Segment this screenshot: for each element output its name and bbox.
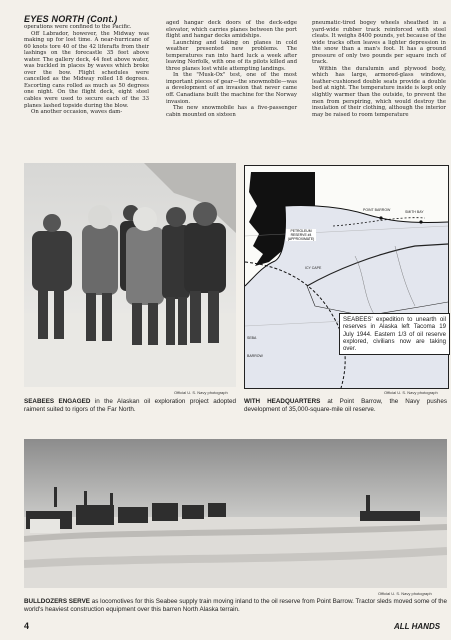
col2-paragraph: Launching and taking on planes in cold weather presented new problems. The temperatures ran into hard luck a week after leaving Norfolk, with one of its pilots killed and three planes lost while attempting landings. [166,39,297,72]
photo2-caption [24,598,447,614]
photo1-caption-lead: SEABEES ENGAGED [24,398,91,405]
photo2-caption-text: as locomotives for this Seabee supply train moving inland to the oil reserve from Point Barrow. Tractor sleds moved some of the world's heaviest construction equipment over this barren North Alaska terrain. [24,598,448,613]
col2-paragraph: aged hangar deck doors of the deck-edge elevator, which carries planes between the port flight and hangar decks amidships. [166,20,297,40]
col3-paragraph: Within the duralumin and plywood body, which has large, armored-glass windows, leather-cushioned double seats provide a double bed at night. The temperature inside is kept only slightly warmer than the outside, to prevent the men from perspiring, which would destroy the insulation of their clothing, although the interior may be raised to room temperature [312,65,446,118]
seabees-group-illustration [24,163,236,387]
col1-paragraph: Off Labrador, however, the Midway was making up for lost time. A near-hurricane of 60 knots tore 40 of the 42 liferafts from their lashings on the forecastle 35 feet above water. The gallery deck, 44 feet above water, was buckled in places by waves which broke over the bow. Flight schedules were cancelled as the Midway rolled 18 degrees. Escorting cans rolled as much as 50 degrees one night. On the flight deck, eight steel cables were used to secure each of the 33 planes lashed topside during the blow. [24,30,149,109]
body-column-3 [312,20,446,118]
col3-paragraph: pneumatic-tired bogey wheels sheathed in a yard-wide rubber track reinforced with steel cleats. It weighs 8400 pounds, yet because of the wide tracks often leaves a lighter depression in the snow than a man's foot. It has a ground pressure of only two pounds per square inch of track. [312,20,446,66]
photo1-credit: Official U. S. Navy photograph [174,390,228,395]
col1-paragraph: operations were confined to the Pacific. [24,24,132,30]
map-caption [244,398,447,414]
photo1-caption-text: in the Alaskan oil exploration project adopted raiment suited to rigors of the Far North. [24,398,236,413]
article-kicker: EYES NORTH (Cont.) [24,14,118,24]
photo2-caption-lead: BULLDOZERS SERVE [24,598,91,605]
col1-paragraph: On another occasion, waves dam- [31,109,123,116]
supply-train-photo [24,439,447,588]
map-label-point-barrow: POINT BARROW [363,208,391,212]
photo1-caption [24,398,236,414]
map-label-barrow: BARROW [247,354,263,358]
photo2-credit: Official U. S. Navy photograph [378,591,432,596]
map-caption-text: at Point Barrow, the Navy pushes development of 35,000-square-mile oil reserve. [244,398,448,413]
map-label-icy-cape: ICY CAPE [305,266,322,270]
page-number: 4 [24,621,30,631]
col2-paragraph: In the "Musk-Ox" test, one of the most important pieces of gear—the snowmobile—was a development of an invasion that never came off. Canadians built the machine for the Norway invasion. [166,72,297,105]
body-column-1 [24,24,149,116]
supply-train-illustration [24,439,447,588]
body-column-2 [166,20,297,118]
map-label-seba: SEBA [247,336,257,340]
map-expedition-note: SEABEES' expedition to unearth oil reserves in Alaska left Tacoma 19 July 1944. Eastern 1/3 of oil reserve explored, civilians now are taking over. [339,313,450,355]
map-caption-lead: WITH HEADQUARTERS [244,398,321,405]
map-label-smith-bay: SMITH BAY [405,210,424,214]
seabees-group-photo [24,163,236,387]
map-credit: Official U. S. Navy photograph [384,390,438,395]
petroleum-reserve-label: PETROLEUM RESERVE #4 (APPROXIMATE) [287,229,315,241]
magazine-name: ALL HANDS [394,622,441,631]
col2-paragraph: The new snowmobile has a five-passenger cabin mounted on sixteen [166,105,297,118]
